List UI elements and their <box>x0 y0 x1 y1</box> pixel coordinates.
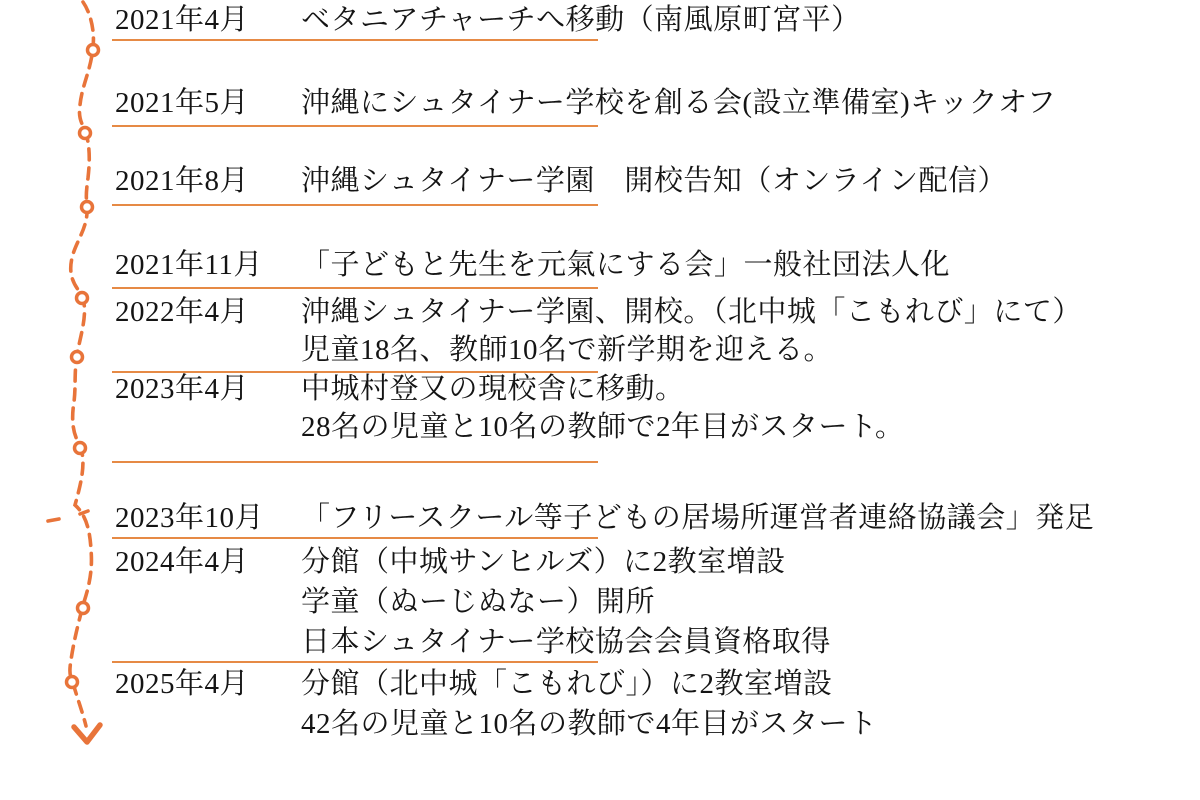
timeline-dashed-line <box>30 0 120 770</box>
entry-text: 沖縄シュタイナー学園、開校。（北中城「こもれび」にて） <box>301 296 1082 328</box>
timeline-entry-2021-05 <box>115 84 1056 122</box>
entry-date: 2021年4月 <box>115 4 250 36</box>
entry-underline <box>112 204 598 206</box>
entry-text: 分館（中城サンヒルズ）に2教室増設 <box>301 546 786 578</box>
timeline-entry-2023-04 <box>115 370 904 446</box>
entry-date: 2021年11月 <box>115 249 263 281</box>
entry-underline <box>112 287 598 289</box>
entry-date: 2025年4月 <box>115 668 250 700</box>
timeline-branch-dash <box>48 519 59 521</box>
timeline-entry-2021-08 <box>115 162 1007 200</box>
entry-date: 2023年10月 <box>115 502 265 534</box>
entry-text: ベタニアチャーチへ移動（南風原町宮平） <box>301 4 861 36</box>
entry-underline <box>112 537 598 539</box>
timeline-entry-2022-04 <box>115 293 1082 369</box>
entry-text: 日本シュタイナー学校協会会員資格取得 <box>301 626 831 658</box>
entry-text: 学童（ぬーじぬなー）開所 <box>301 586 656 618</box>
timeline-path <box>70 2 94 726</box>
entry-underline <box>112 39 598 41</box>
entry-text: 42名の児童と10名の教師で4年目がスタート <box>301 708 878 740</box>
entry-text: 中城村登又の現校舎に移動。 <box>301 373 685 405</box>
entry-date: 2022年4月 <box>115 296 250 328</box>
entry-date: 2024年4月 <box>115 546 250 578</box>
timeline-branch-dash <box>80 511 88 514</box>
entry-text: 「子どもと先生を元氣にする会」一般社団法人化 <box>301 249 951 281</box>
entry-text: 「フリースクール等子どもの居場所運営者連絡協議会」発足 <box>301 502 1095 534</box>
entry-text: 沖縄シュタイナー学園 開校告知（オンライン配信） <box>301 165 1007 197</box>
timeline-entry-2025-04 <box>115 664 878 744</box>
timeline-entry-2021-11 <box>115 246 950 284</box>
entry-text: 分館（北中城「こもれび」）に2教室増設 <box>301 668 833 700</box>
timeline-entry-2023-10 <box>115 499 1094 537</box>
entry-date: 2023年4月 <box>115 373 250 405</box>
arrow-down-icon <box>74 725 100 742</box>
entry-text: 児童18名、教師10名で新学期を迎える。 <box>301 334 834 366</box>
timeline-entry-2021-04 <box>115 1 861 39</box>
entry-date: 2021年5月 <box>115 87 250 119</box>
entry-text: 28名の児童と10名の教師で2年目がスタート。 <box>301 411 905 443</box>
entry-text: 沖縄にシュタイナー学校を創る会(設立準備室)キックオフ <box>301 87 1057 119</box>
entry-date: 2021年8月 <box>115 165 250 197</box>
timeline-entry-2024-04 <box>115 542 831 662</box>
entry-underline <box>112 125 598 127</box>
entry-underline <box>112 461 598 463</box>
timeline-node-icon <box>67 45 99 688</box>
